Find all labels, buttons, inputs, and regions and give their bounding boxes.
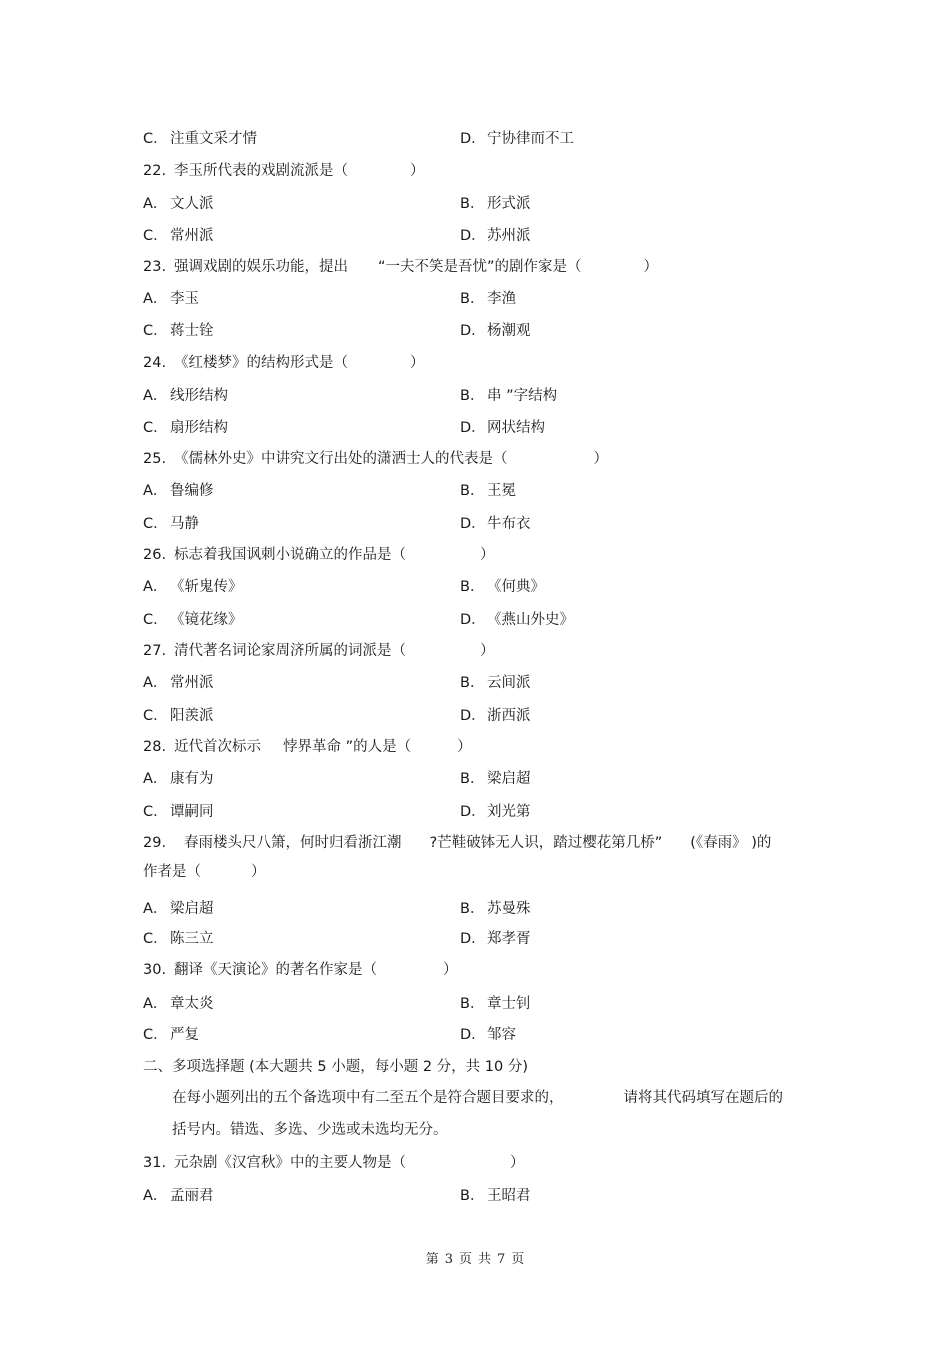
q29-stem-line2: 作者是（ ）	[143, 864, 266, 880]
q23-option-a: A． 李玉	[143, 291, 199, 307]
q29-option-b: B． 苏曼殊	[460, 901, 531, 917]
page-number: 3	[444, 1252, 453, 1267]
q24-option-b: B． 串 ”字结构	[460, 388, 558, 404]
q22-option-b: B． 形式派	[460, 196, 531, 212]
q27-option-b: B． 云间派	[460, 675, 531, 691]
q28-stem: 28. 近代首次标示 悖界革命 ”的人是（ ）	[143, 739, 472, 755]
q27-option-c: C． 阳羡派	[143, 708, 214, 724]
q28-option-c: C． 谭嗣同	[143, 804, 214, 820]
q21-option-c: C． 注重文采才情	[143, 131, 257, 147]
q29-option-d: D．郑孝胥	[460, 931, 531, 947]
q23-option-d: D．杨潮观	[460, 323, 531, 339]
q22-option-a: A． 文人派	[143, 196, 214, 212]
q26-option-a: A． 《斩鬼传》	[143, 579, 243, 595]
q31-stem: 31. 元杂剧《汉宫秋》中的主要人物是（ ）	[143, 1155, 525, 1171]
q31-option-b: B． 王昭君	[460, 1188, 531, 1204]
total-pages: 7	[497, 1252, 506, 1267]
q23-stem: 23. 强调戏剧的娱乐功能，提出 “一夫不笑是吾忧”的剧作家是（ ）	[143, 259, 659, 275]
q29-option-c: C． 陈三立	[143, 931, 214, 947]
q22-option-c: C． 常州派	[143, 228, 214, 244]
q30-option-d: D．邹容	[460, 1027, 516, 1043]
q26-option-c: C． 《镜花缘》	[143, 612, 243, 628]
q25-option-c: C． 马静	[143, 516, 199, 532]
q27-option-d: D．浙西派	[460, 708, 531, 724]
q27-option-a: A． 常州派	[143, 675, 214, 691]
q24-stem: 24. 《红楼梦》的结构形式是（ ）	[143, 355, 425, 371]
q23-option-b: B． 李渔	[460, 291, 516, 307]
q25-option-d: D．牛布衣	[460, 516, 531, 532]
q26-option-d: D．《燕山外史》	[460, 612, 574, 628]
q30-option-a: A． 章太炎	[143, 996, 214, 1012]
section2-title: 二、多项选择题 (本大题共 5 小题，每小题 2 分，共 10 分)	[143, 1059, 528, 1075]
q30-option-c: C． 严复	[143, 1027, 199, 1043]
q30-stem: 30. 翻译《天演论》的著名作家是（ ）	[143, 962, 458, 978]
q22-stem: 22. 李玉所代表的戏剧流派是（ ）	[143, 163, 425, 179]
q21-option-d: D．宁协律而不工	[460, 131, 574, 147]
q25-stem: 25. 《儒林外史》中讲究文行出处的潇洒士人的代表是（ ）	[143, 451, 608, 467]
q28-option-b: B． 梁启超	[460, 771, 531, 787]
section2-instructions-line1: 在每小题列出的五个备选项中有二至五个是符合题目要求的， 请将其代码填写在题后的	[172, 1090, 783, 1106]
q26-option-b: B． 《何典》	[460, 579, 545, 595]
q25-option-a: A． 鲁编修	[143, 483, 214, 499]
q25-option-b: B． 王冕	[460, 483, 516, 499]
q24-option-c: C． 扇形结构	[143, 420, 228, 436]
q28-option-a: A． 康有为	[143, 771, 214, 787]
q31-option-a: A． 孟丽君	[143, 1188, 214, 1204]
q30-option-b: B． 章士钊	[460, 996, 531, 1012]
q29-stem-line1: 29. 春雨楼头尺八箫，何时归看浙江潮 ?芒鞋破钵无人识，踏过樱花第几桥” (《春雨》 )的	[143, 835, 772, 851]
page-footer: 第 3 页 共 7 页	[425, 1252, 525, 1267]
q26-stem: 26. 标志着我国讽刺小说确立的作品是（ ）	[143, 547, 495, 563]
section2-instructions-line2: 括号内。错选、多选、少选或未选均无分。	[172, 1122, 448, 1138]
q28-option-d: D．刘光第	[460, 804, 531, 820]
q24-option-d: D．网状结构	[460, 420, 545, 436]
q22-option-d: D．苏州派	[460, 228, 531, 244]
q27-stem: 27. 清代著名词论家周济所属的词派是（ ）	[143, 643, 495, 659]
q23-option-c: C． 蒋士铨	[143, 323, 214, 339]
q29-option-a: A． 梁启超	[143, 901, 214, 917]
q24-option-a: A． 线形结构	[143, 388, 228, 404]
